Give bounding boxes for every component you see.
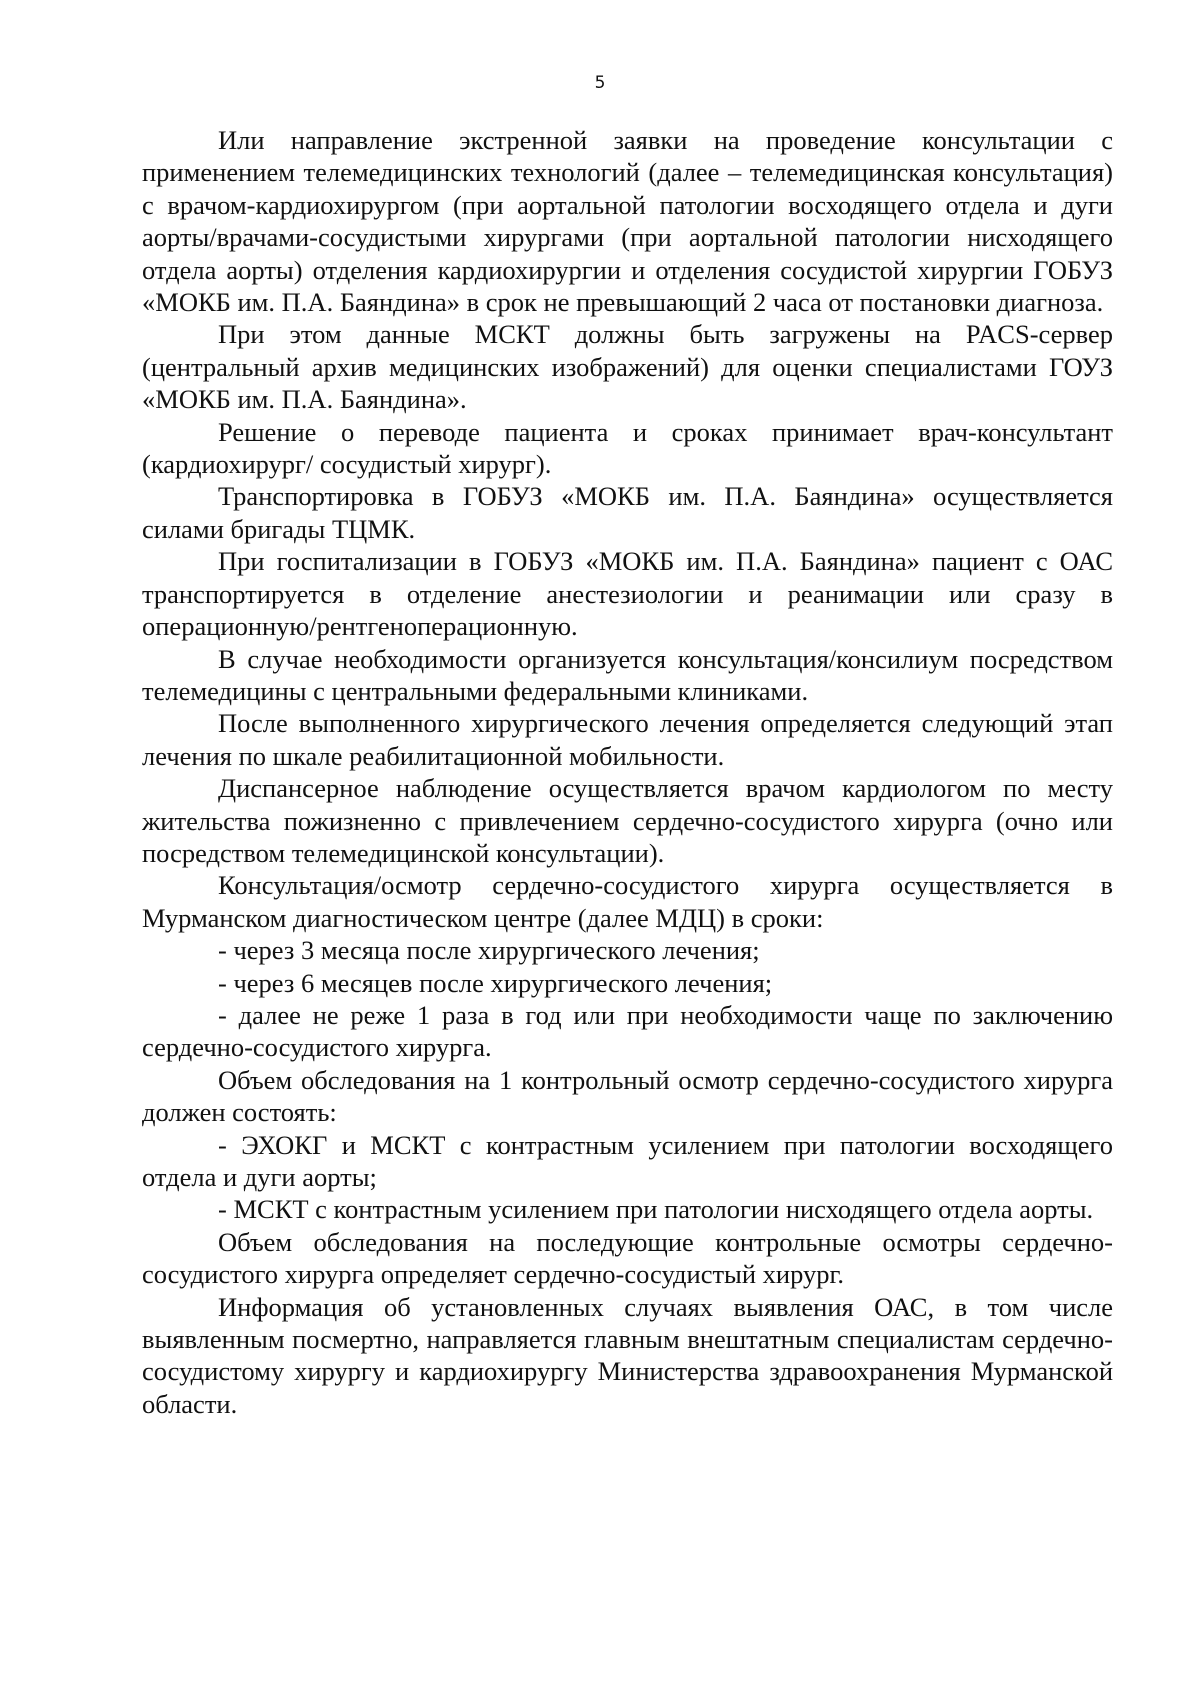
paragraph-federal-consultation: В случае необходимости организуется консультация/консилиум посредством телемедицины с центральными федеральными клиниками. xyxy=(142,643,1113,706)
paragraph-examination-scope: Объем обследования на 1 контрольный осмотр сердечно-сосудистого хирурга должен состоять: xyxy=(142,1064,1113,1128)
paragraph-hospitalization: При госпитализации в ГОБУЗ «МОКБ им. П.А. Баяндина» пациент с ОАС транспортируется в отделение анестезиологии и реанимации или сразу в операционную/рентгеноперационную. xyxy=(142,546,1113,642)
paragraph-transfer-decision: Решение о переводе пациента и сроках принимает врач-консультант (кардиохирург/ сосудистый хирург). xyxy=(142,416,1113,480)
paragraph-rehabilitation-stage: После выполненного хирургического лечения определяется следующий этап лечения по шкале реабилитационной мобильности. xyxy=(142,708,1113,771)
paragraph-consultation-schedule: Консультация/осмотр сердечно-сосудистого хирурга осуществляется в Мурманском диагностическом центре (далее МДЦ) в сроки: xyxy=(142,870,1113,933)
paragraph-telemedicine-request: Или направление экстренной заявки на проведение консультации с применением телемедицинских технологий (далее – телемедицинская консультация) с врачом-кардиохирургом (при аортальной патологии восходящего отдела и дуги аорты/врачами-сосудистыми хирургами (при аортальной патологии нисходящего отдела аорты) отделения кардиохирургии и отделения сосудистой хирургии ГОБУЗ «МОКБ им. П.А. Баяндина» в срок не превышающий 2 часа от постановки диагноза. xyxy=(142,125,1113,318)
list-item-msct: - МСКТ с контрастным усилением при патологии нисходящего отдела аорты. xyxy=(218,1194,1094,1225)
paragraph-transportation: Транспортировка в ГОБУЗ «МОКБ им. П.А. Баяндина» осуществляется силами бригады ТЦМК. xyxy=(142,481,1113,544)
list-item-3-months: - через 3 месяца после хирургического лечения; xyxy=(218,935,760,966)
paragraph-subsequent-examinations: Объем обследования на последующие контрольные осмотры сердечно-сосудистого хирурга определяет сердечно-сосудистый хирург. xyxy=(142,1226,1113,1290)
paragraph-pacs-upload: При этом данные МСКТ должны быть загружены на PACS-сервер (центральный архив медицинских изображений) для оценки специалистами ГОУЗ «МОКБ им. П.А. Баяндина». xyxy=(142,319,1113,415)
list-item-yearly: - далее не реже 1 раза в год или при необходимости чаще по заключению сердечно-сосудистого хирурга. xyxy=(142,999,1113,1063)
list-item-6-months: - через 6 месяцев после хирургического лечения; xyxy=(218,967,773,998)
document-body xyxy=(142,124,1113,1420)
list-item-echo-msct: - ЭХОКГ и МСКТ с контрастным усилением при патологии восходящего отдела и дуги аорты; xyxy=(142,1129,1113,1192)
page-number: 5 xyxy=(594,73,606,93)
paragraph-dispensary-observation: Диспансерное наблюдение осуществляется врачом кардиологом по месту жительства пожизненно с привлечением сердечно-сосудистого хирурга (очно или посредством телемедицинской консультации). xyxy=(142,773,1113,868)
paragraph-case-reporting: Информация об установленных случаях выявления ОАС, в том числе выявленным посмертно, направляется главным внештатным специалистам сердечно-сосудистому хирургу и кардиохирургу Министерства здравоохранения Мурманской области. xyxy=(142,1291,1113,1419)
